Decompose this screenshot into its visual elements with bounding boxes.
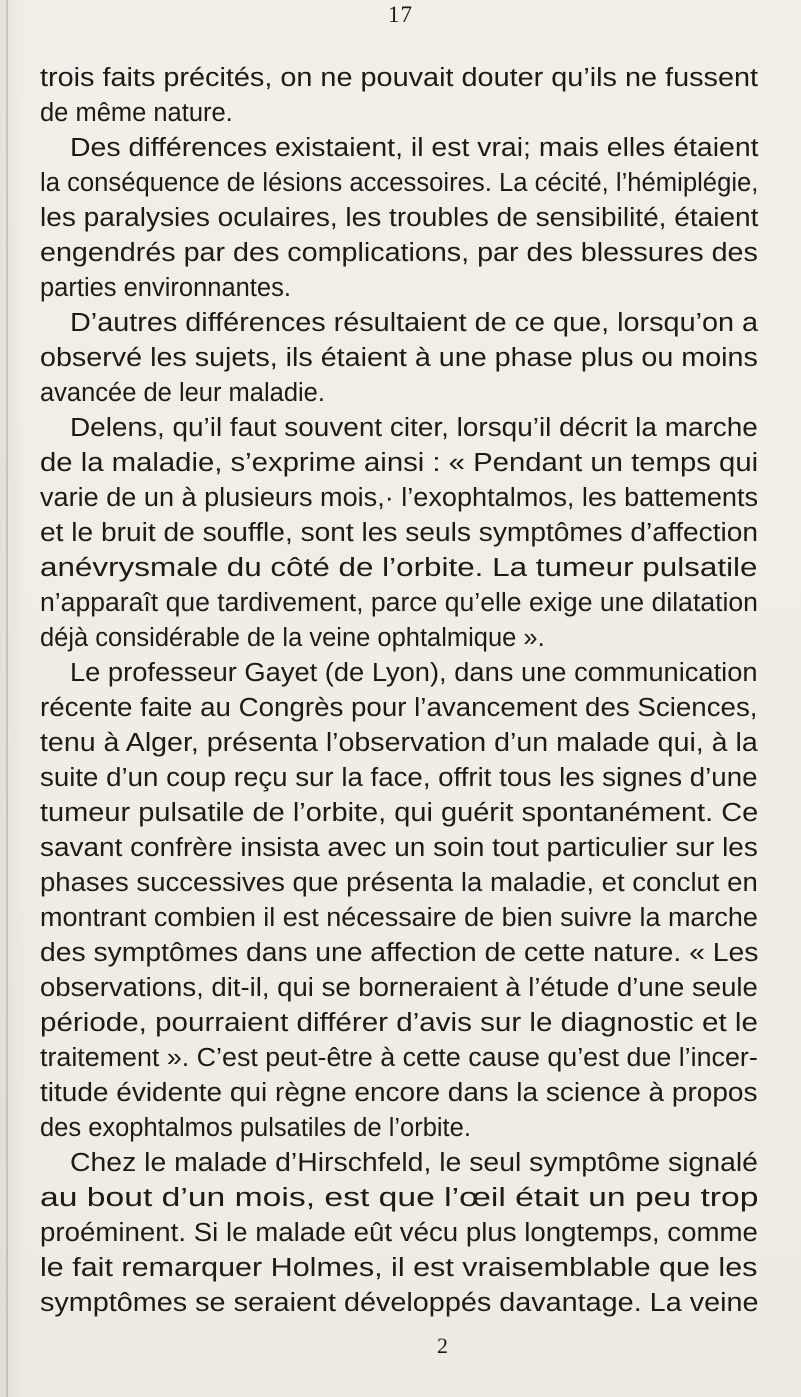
text-line: engendrés par des complications, par des blessures des [40,239,758,267]
text-line: Delens, qu’il faut souvent citer, lorsqu’il décrit la marche [70,414,758,442]
text-line: observé les sujets, ils étaient à une phase plus ou moins [40,344,758,372]
text-line: la conséquence de lésions accessoires. La cécité, l’hémiplégie, [40,169,759,197]
text-line: période, pourraient différer d’avis sur le diagnostic et le [40,1009,758,1037]
text-line: suite d’un coup reçu sur la face, offrit tous les signes d’une [40,764,758,792]
text-line: phases successives que présenta la maladie, et conclut en [40,869,758,897]
text-line: au bout d’un mois, est que l’œil était un peu trop [40,1184,759,1212]
text-line: le fait remarquer Holmes, il est vraisemblable que les [40,1254,758,1282]
text-line: de même nature. [40,99,233,127]
text-line: et le bruit de souffle, sont les seuls symptômes d’affection [40,519,759,547]
text-line: tenu à Alger, présenta l’observation d’un malade qui, à la [40,729,758,757]
text-line: des exophtalmos pulsatiles de l’orbite. [40,1114,471,1142]
text-line: traitement ». C’est peut-être à cette cause qu’est due l’incer- [40,1044,758,1072]
text-line: trois faits précités, on ne pouvait douter qu’ils ne fussent [40,64,759,92]
binding-gutter [6,0,8,1397]
text-line: parties environnantes. [40,274,291,302]
text-line: de la maladie, s’exprime ainsi : « Pendant un temps qui [40,449,759,477]
text-line: Des différences existaient, il est vrai; mais elles étaient [70,134,759,162]
text-line: récente faite au Congrès pour l’avancement des Sciences, [40,694,758,722]
text-line: savant confrère insista avec un soin tout particulier sur les [40,834,758,862]
text-line: des symptômes dans une affection de cette nature. « Les [40,939,759,967]
text-line: varie de un à plusieurs mois,· l’exophtalmos, les battements [40,484,759,512]
text-line: anévrysmale du côté de l’orbite. La tumeur pulsatile [40,554,758,582]
text-line: D’autres différences résultaient de ce que, lorsqu’on a [70,309,759,337]
text-line: montrant combien il est nécessaire de bien suivre la marche [40,904,758,932]
text-line: symptômes se seraient développés davantage. La veine [40,1289,759,1317]
text-line: avancée de leur maladie. [40,379,325,407]
text-line: proéminent. Si le malade eût vécu plus longtemps, comme [40,1219,758,1247]
text-line: déjà considérable de la veine ophtalmique ». [40,624,545,652]
text-line: n’apparaît que tardivement, parce qu’elle exige une dilatation [40,589,758,617]
page-number: 17 [388,2,413,27]
signature-mark: 2 [437,1333,448,1358]
text-line: Chez le malade d’Hirschfeld, le seul symptôme signalé [70,1149,758,1177]
text-line: tumeur pulsatile de l’orbite, qui guérit spontanément. Ce [40,799,759,827]
text-line: Le professeur Gayet (de Lyon), dans une communication [70,659,758,687]
text-line: observations, dit-il, qui se borneraient à l’étude d’une seule [40,974,758,1002]
text-line: titude évidente qui règne encore dans la science à propos [40,1079,758,1107]
text-line: les paralysies oculaires, les troubles de sensibilité, étaient [40,204,759,232]
